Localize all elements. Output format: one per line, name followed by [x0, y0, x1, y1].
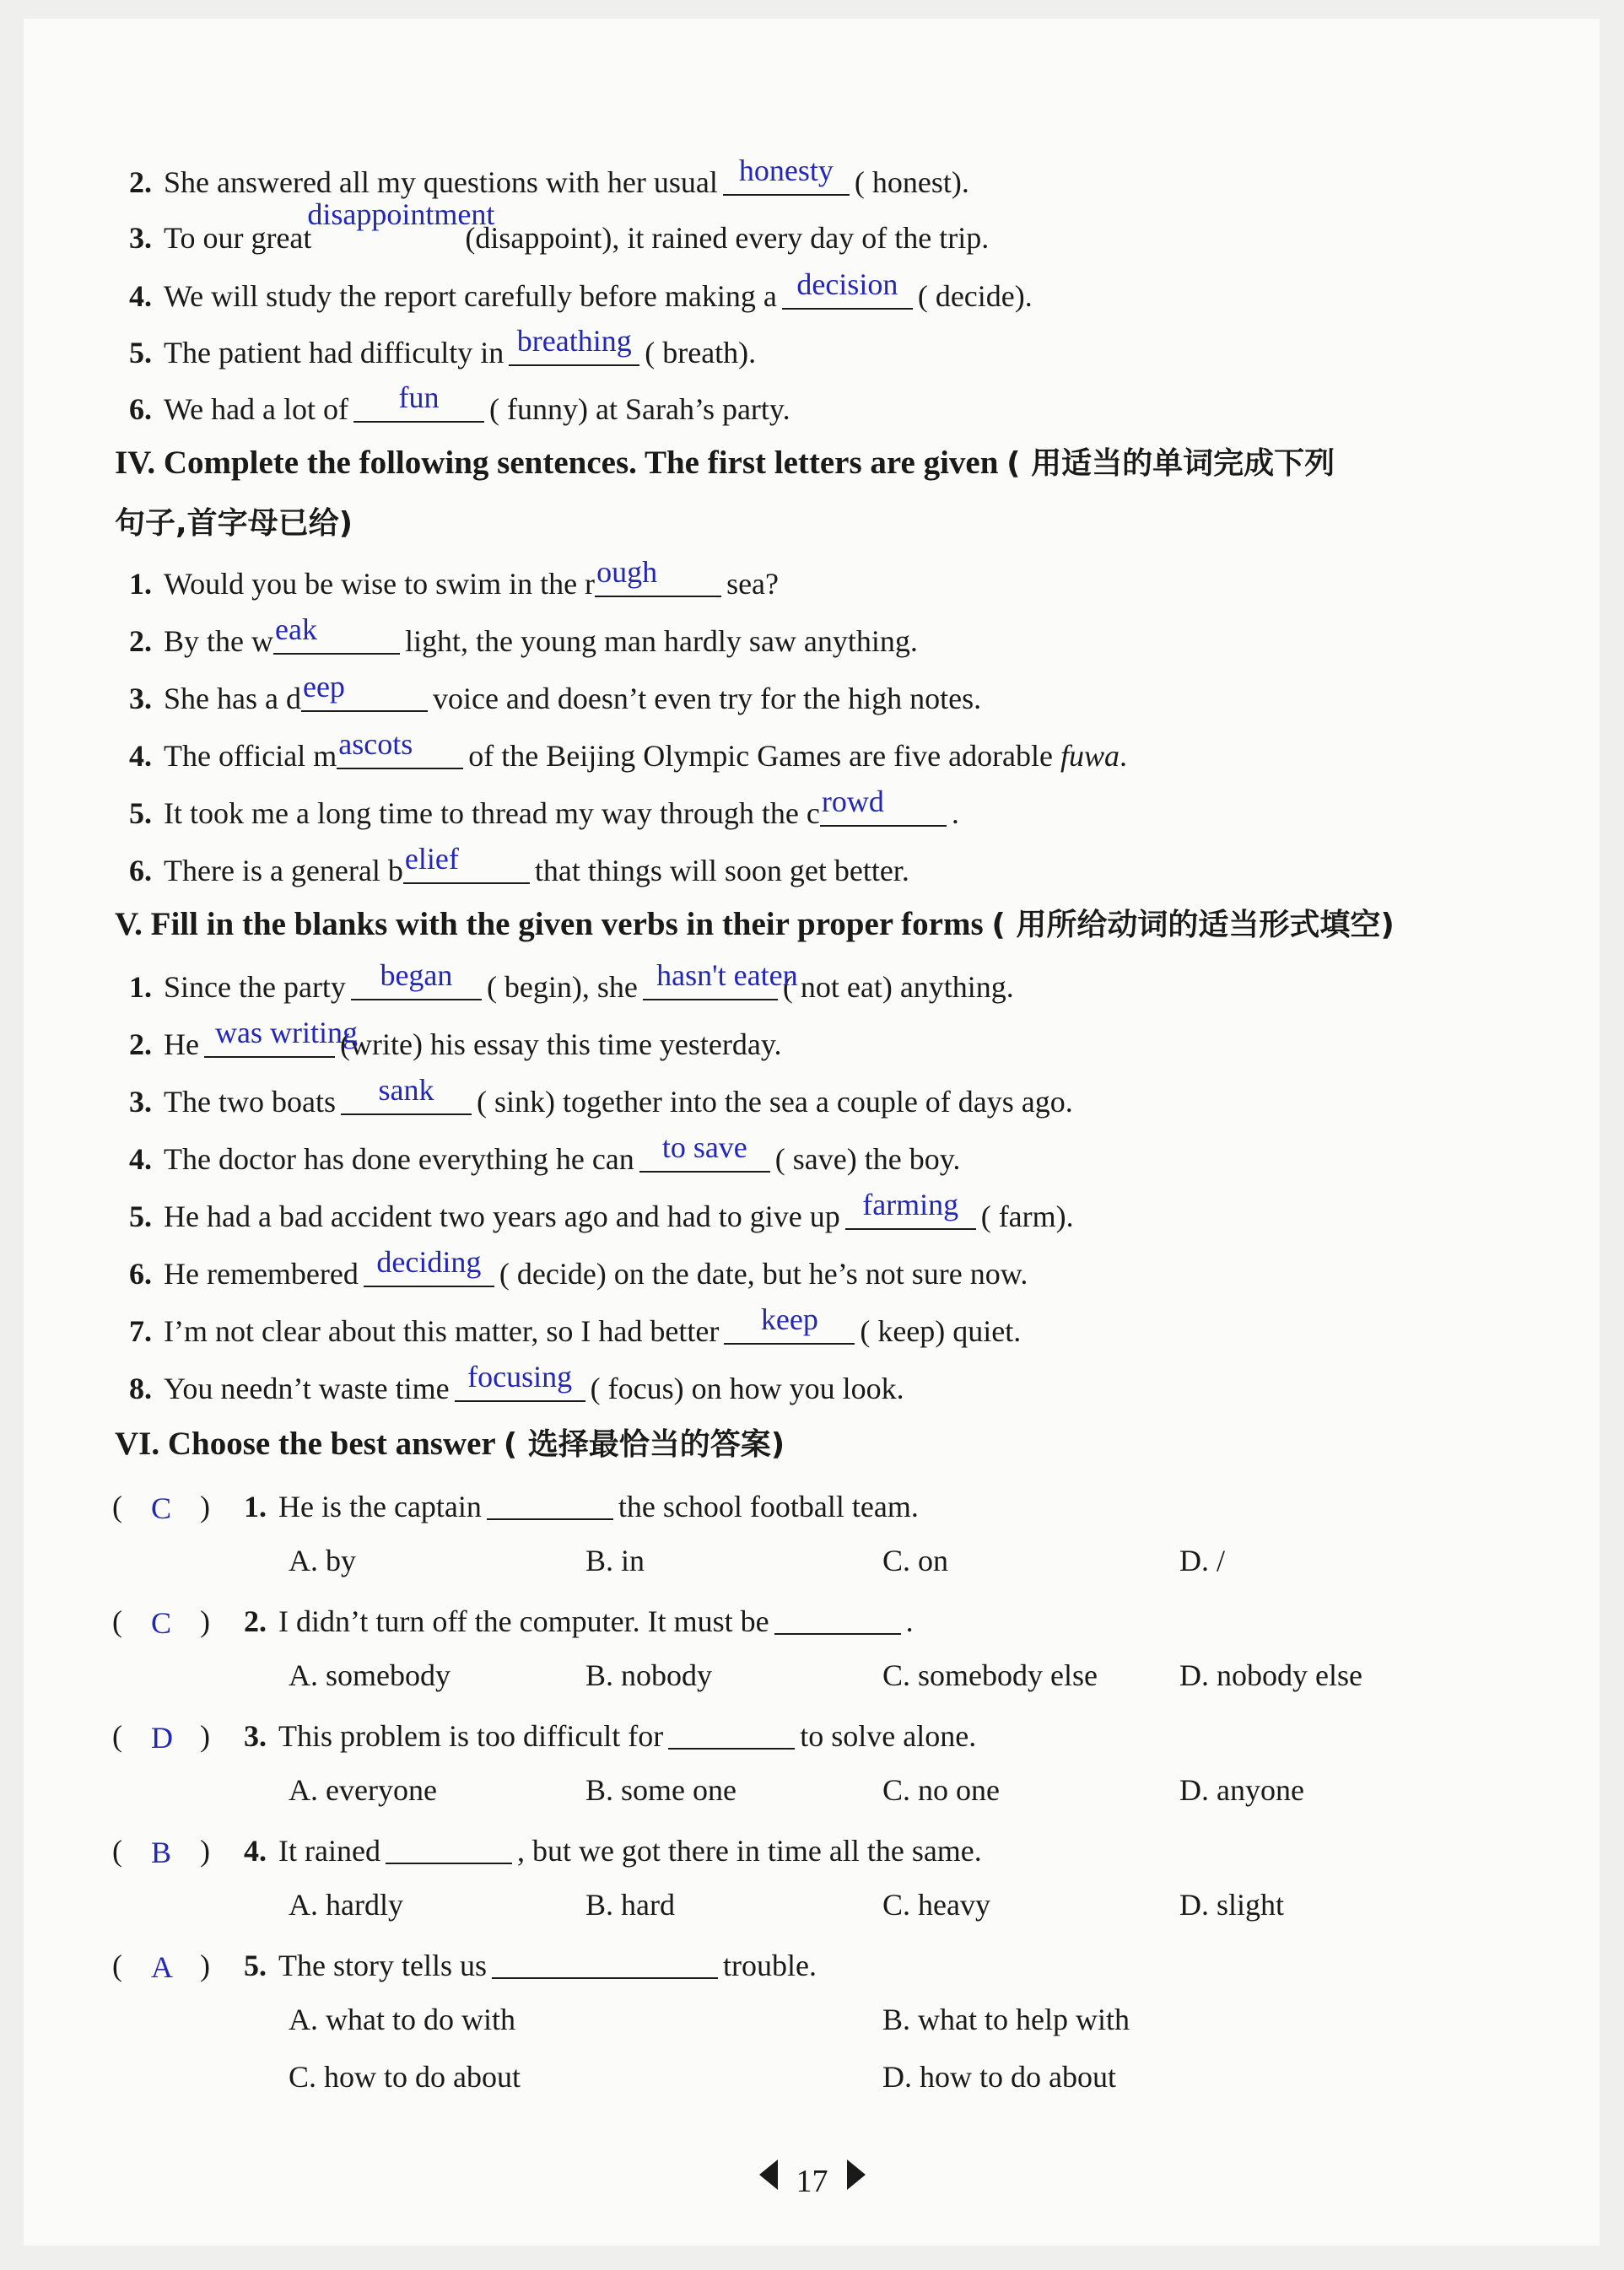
answer-bracket[interactable]: ( B ) [112, 1834, 210, 1869]
option-b[interactable]: B. what to help with [882, 2003, 1130, 2036]
answer-blank[interactable]: decision [782, 274, 913, 310]
section-6-heading: VI. Choose the best answer ( 选择最恰当的答案) [115, 1426, 785, 1462]
option-a[interactable]: A. what to do with [289, 2003, 515, 2036]
page-number: 17 [796, 2164, 828, 2199]
option-c[interactable]: C. on [882, 1544, 949, 1577]
option-c[interactable]: C. heavy [882, 1888, 990, 1922]
q4-5: 5. It took me a long time to thread my way through the c rowd . [129, 785, 959, 830]
answer-blank[interactable] [487, 1485, 613, 1520]
q3-5: 5. The patient had difficulty in breathing ( breath). [129, 324, 757, 369]
prev-page-arrow-icon[interactable] [759, 2159, 778, 2190]
option-b[interactable]: B. in [585, 1544, 645, 1577]
answer-blank[interactable]: elief [403, 849, 530, 884]
q3-4: 4. We will study the report carefully before making a decision ( decide). [129, 267, 1033, 313]
answer-blank[interactable]: honesty [723, 160, 850, 196]
section-4-heading-cont: 句子,首字母已给) [115, 506, 353, 541]
answer-blank[interactable]: farming [845, 1194, 976, 1230]
option-c[interactable]: C. no one [882, 1773, 1000, 1807]
answer-bracket[interactable]: ( A ) [112, 1949, 210, 1984]
mc-question-3: ( D ) 3. This problem is too difficult for to solve alone. [112, 1714, 976, 1755]
option-c[interactable]: C. somebody else [882, 1658, 1098, 1692]
q5-4: 4. The doctor has done everything he can to save ( save) the boy. [129, 1130, 961, 1176]
option-d[interactable]: D. how to do about [882, 2060, 1116, 2094]
option-a[interactable]: A. hardly [289, 1888, 403, 1922]
answer-blank[interactable]: keep [724, 1309, 855, 1345]
next-page-arrow-icon[interactable] [847, 2159, 866, 2190]
answer-blank[interactable]: eak [273, 619, 400, 655]
q4-1: 1. Would you be wise to swim in the r ough sea? [129, 555, 780, 601]
answer-blank[interactable]: ascots [337, 734, 463, 769]
option-c[interactable]: C. how to do about [289, 2060, 521, 2094]
answer-blank[interactable] [774, 1599, 901, 1635]
answer-blank[interactable]: was writing [204, 1022, 335, 1058]
q5-7: 7. I’m not clear about this matter, so I had better keep ( keep) quiet. [129, 1302, 1022, 1348]
q5-8: 8. You needn’t waste time focusing ( focus) on how you look. [129, 1360, 904, 1405]
answer-blank[interactable]: to save [639, 1137, 770, 1173]
answer-blank[interactable]: sank [341, 1080, 472, 1115]
answer-blank[interactable]: ough [595, 562, 721, 597]
mc-question-5: ( A ) 5. The story tells us trouble. [112, 1944, 817, 1984]
answer-bracket[interactable]: ( C ) [112, 1490, 210, 1525]
mc-question-2: ( C ) 2. I didn’t turn off the computer. It must be . [112, 1599, 914, 1640]
q4-4: 4. The official m ascots of the Beijing Olympic Games are five adorable fuwa. [129, 727, 1128, 773]
q5-3: 3. The two boats sank ( sink) together into the sea a couple of days ago. [129, 1073, 1073, 1119]
q4-6: 6. There is a general b elief that things will soon get better. [129, 842, 909, 887]
answer-blank[interactable]: focusing [455, 1367, 585, 1402]
option-a[interactable]: A. somebody [289, 1658, 451, 1692]
option-d[interactable]: D. / [1179, 1544, 1225, 1577]
section-5-heading: V. Fill in the blanks with the given verbs in their proper forms ( 用所给动词的适当形式填空) [115, 906, 1395, 942]
option-a[interactable]: A. everyone [289, 1773, 437, 1807]
q3-3: 3. To our great disappointment (disappoint), it rained every day of the trip. [129, 197, 990, 255]
answer-blank[interactable] [386, 1829, 512, 1864]
q5-1: 1. Since the party began ( begin), she hasn't eaten ( not eat) anything. [129, 958, 1014, 1004]
option-d[interactable]: D. anyone [1179, 1773, 1304, 1807]
option-b[interactable]: B. hard [585, 1888, 675, 1922]
answer-blank[interactable]: fun [353, 387, 484, 423]
q4-3: 3. She has a d eep voice and doesn’t even try for the high notes. [129, 670, 982, 715]
option-b[interactable]: B. nobody [585, 1658, 713, 1692]
answer-bracket[interactable]: ( D ) [112, 1719, 210, 1755]
section-4-heading: IV. Complete the following sentences. The first letters are given ( 用适当的单词完成下列 [115, 445, 1335, 481]
answer-blank[interactable]: disappointment [307, 197, 495, 231]
q3-6: 6. We had a lot of fun ( funny) at Sarah’s party. [129, 380, 790, 426]
option-b[interactable]: B. some one [585, 1773, 736, 1807]
q5-2: 2. He was writing (write) his essay this time yesterday. [129, 1016, 782, 1061]
option-d[interactable]: D. slight [1179, 1888, 1285, 1922]
option-a[interactable]: A. by [289, 1544, 356, 1577]
answer-bracket[interactable]: ( C ) [112, 1604, 210, 1640]
q5-5: 5. He had a bad accident two years ago and had to give up farming ( farm). [129, 1188, 1074, 1233]
answer-blank[interactable] [492, 1944, 718, 1979]
option-d[interactable]: D. nobody else [1179, 1658, 1362, 1692]
answer-blank[interactable]: deciding [364, 1252, 494, 1287]
mc-question-4: ( B ) 4. It rained , but we got there in time all the same. [112, 1829, 982, 1869]
answer-blank[interactable]: hasn't eaten [643, 965, 778, 1000]
answer-blank[interactable]: rowd [820, 791, 947, 827]
answer-blank[interactable]: eep [301, 677, 428, 712]
answer-blank[interactable]: breathing [509, 331, 639, 366]
answer-blank[interactable] [668, 1714, 795, 1750]
q4-2: 2. By the w eak light, the young man hardly saw anything. [129, 612, 918, 658]
mc-question-1: ( C ) 1. He is the captain the school football team. [112, 1485, 919, 1525]
q3-2: 2. She answered all my questions with her usual honesty ( honest). [129, 154, 969, 199]
page-footer [0, 2159, 1624, 2200]
q5-6: 6. He remembered deciding ( decide) on the date, but he’s not sure now. [129, 1245, 1028, 1291]
answer-blank[interactable]: began [351, 965, 482, 1000]
